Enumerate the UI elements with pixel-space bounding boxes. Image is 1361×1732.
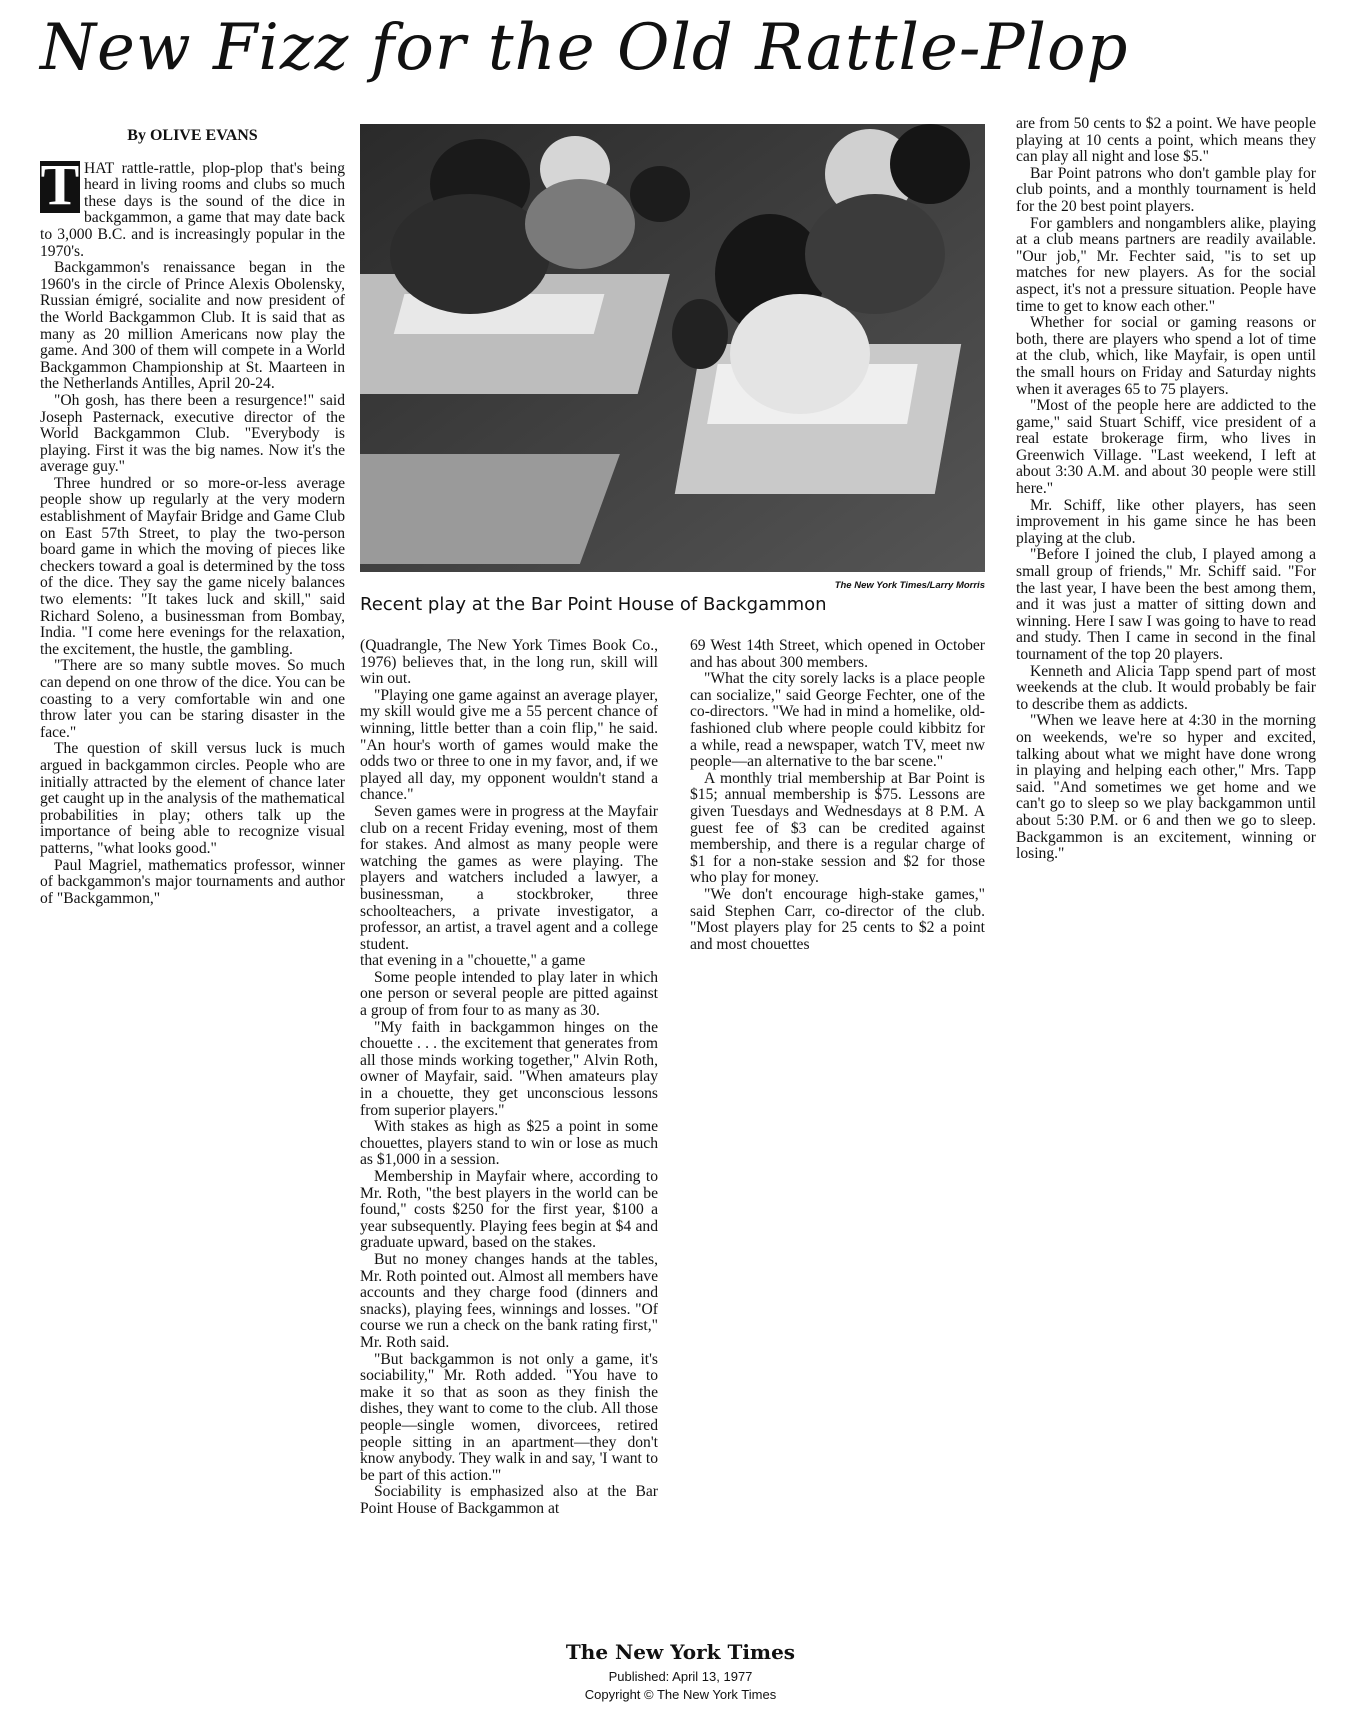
paragraph: "Before I joined the club, I played among a small group of friends," Mr. Schiff said. "For the last year, I have been the best among them, and it was just a matter of sitting down and winning. Here I saw I was going to have to read and study. Then I came in second in the final tournament of the top 20 players. <box>1016 546 1316 663</box>
paragraph: With stakes as high as $25 a point in some chouettes, players stand to win or lose as much as $1,000 in a session. <box>360 1118 658 1169</box>
paragraph: Three hundred or so more-or-less average people show up regularly at the very modern establishment of Mayfair Bridge and Game Club on East 57th Street, to play the two-person board game in which the moving of pieces like checkers toward a goal is determined by the toss of the dice. They say the game nicely balances two elements: "It takes luck and skill," said Richard Soleno, a businessman from Bombay, India. "I come here evenings for the relaxation, the excitement, the hustle, the gambling. <box>40 474 345 658</box>
paragraph: Backgammon's renaissance began in the 1960's in the circle of Prince Alexis Obolensky, Russian émigré, socialite and now president of the World Backgammon Club. It is said that as many as 20 million Americans now play the game. And 300 of them will compete in a World Backgammon Championship at St. Maarteen in the Netherlands Antilles, April 20-24. <box>40 259 345 393</box>
paragraph: Some people intended to play later in which one person or several people are pitted against a group of from four to as many as 30. <box>360 968 658 1020</box>
photo-caption: Recent play at the Bar Point House of Backgammon <box>360 594 827 615</box>
paragraph: Whether for social or gaming reasons or both, there are players who spend a lot of time at the club, which, like Mayfair, is open until the small hours on Friday and Saturday nights when it averages 65 to 75 players. <box>1016 314 1316 398</box>
article-column-4 <box>1016 116 1316 863</box>
backgammon-players-photo <box>360 124 985 572</box>
paragraph: For gamblers and nongamblers alike, playing at a club means partners are readily available. "Our job," Mr. Fechter said, "is to set up matches for new players. As for the social aspect, it's not a pressure situation. People have time to get to know each other." <box>1016 214 1316 315</box>
paragraph: 69 West 14th Street, which opened in October and has about 300 members. <box>690 637 985 671</box>
paragraph: (Quadrangle, The New York Times Book Co., 1976) believes that, in the long run, skill will win out. <box>360 637 658 688</box>
drop-cap: T <box>40 151 80 217</box>
paragraph: "What the city sorely lacks is a place people can socialize," said George Fechter, one of the co-directors. "We had in mind a homelike, old-fashioned club where people could kibbitz for a while, read a newspaper, watch TV, meet nw people—an alternative to the bar scene." <box>690 670 985 771</box>
paragraph: But no money changes hands at the tables, Mr. Roth pointed out. Almost all members have accounts and they charge food (dinners and snacks), playing fees, winnings and losses. "Of course we run a check on the bank rating first," Mr. Roth said. <box>360 1250 658 1351</box>
photo-image <box>360 124 985 572</box>
byline: By OLIVE EVANS <box>127 127 258 144</box>
article-column-1 <box>40 128 345 907</box>
headline: New Fizz for the Old Rattle-Plop <box>40 11 1129 85</box>
article-column-2 <box>360 638 658 1517</box>
footer <box>0 1640 1361 1704</box>
paragraph: "When we leave here at 4:30 in the morning on weekends, we're so hyper and excited, talking about what we might have done wrong in playing and helping each other," Mrs. Tapp said. "And sometimes we get home and we can't go to sleep so we play backgammon until about 5:30 P.M. or 6 and then we go to sleep. Backgammon is an excitement, winning or losing." <box>1016 712 1316 863</box>
paragraph: "There are so many subtle moves. So much can depend on one throw of the dice. You can be coasting to a very comfortable win and one throw later you can be staring disaster in the face." <box>40 657 345 741</box>
paragraph: Kenneth and Alicia Tapp spend part of most weekends at the club. It would probably be fair to describe them as addicts. <box>1016 662 1316 713</box>
paragraph: "Most of the people here are addicted to the game," said Stuart Schiff, vice president of a real estate brokerage firm, who lives in Greenwich Village. "Last weekend, I left at about 3:30 A.M. and about 30 people were still here." <box>1016 397 1316 498</box>
paragraph: are from 50 cents to $2 a point. We have people playing at 10 cents a point, which means they can play all night and lose $5." <box>1016 115 1316 166</box>
paragraph: The question of skill versus luck is much argued in backgammon circles. People who are initially attracted by the element of chance later get caught up in the analysis of the mathematical probabilities in play; others talk up the importance of being able to recognize visual patterns, "what looks good." <box>40 740 345 857</box>
paragraph: Sociability is emphasized also at the Bar Point House of Backgammon at <box>360 1483 658 1517</box>
published-date: Published: April 13, 1977 <box>608 1669 753 1684</box>
paragraph: Seven games were in progress at the Mayfair club on a recent Friday evening, most of them for stakes. And almost as many people were watching the games as were playing. The players and watchers included a lawyer, a businessman, a stockbroker, three schoolteachers, a private investigator, a professor, an artist, a travel agent and a college student. <box>360 802 658 953</box>
nyt-logo: The New York Times <box>565 1640 796 1664</box>
paragraph: Paul Magriel, mathematics professor, winner of backgammon's major tournaments and author of "Backgammon," <box>40 856 345 907</box>
paragraph: "Playing one game against an average player, my skill would give me a 55 percent chance of winning, little better than a coin flip," he said. "An hour's worth of games would make the odds two or three to one in my favor, and, if we played all day, my opponent wouldn't stand a chance." <box>360 686 658 804</box>
paragraph: Bar Point patrons who don't gamble play for club points, and a monthly tournament is held for the 20 best point players. <box>1016 164 1316 215</box>
copyright-notice: Copyright © The New York Times <box>584 1687 777 1702</box>
paragraph: "Oh gosh, has there been a resurgence!" said Joseph Pasternack, executive director of the World Backgammon Club. "Everybody is playing. First it was the big names. Now it's the average guy." <box>40 391 345 476</box>
paragraph: Mr. Schiff, like other players, has seen improvement in his game since he has been playing at the club. <box>1016 496 1316 547</box>
paragraph: A monthly trial membership at Bar Point is $15; annual membership is $75. Lessons are given Tuesdays and Wednesdays at 8 P.M. A guest fee of $3 can be credited against membership, and there is a regular charge of $1 for a non-stake session and $2 for those who play for money. <box>690 769 985 887</box>
photo-credit: The New York Times/Larry Morris <box>834 580 985 591</box>
paragraph: that evening in a "chouette," a game <box>360 952 586 970</box>
article-column-3 <box>690 638 985 953</box>
paragraph: "We don't encourage high-stake games," said Stephen Carr, co-director of the club. "Most players play for 25 cents to $2 a point and most chouettes <box>690 885 985 953</box>
paragraph: "My faith in backgammon hinges on the chouette . . . the excitement that generates from all those minds working together," Alvin Roth, owner of Mayfair, said. "When amateurs play in a chouette, they get unconscious lessons from superior players." <box>360 1018 658 1119</box>
paragraph: "But backgammon is not only a game, it's sociability," Mr. Roth added. "You have to make it so that as soon as they finish the dishes, they want to come to the club. All those people—single women, divorcees, retired people sitting in an apartment—they don't know anybody. They walk in and say, 'I want to be part of this action.'" <box>360 1350 658 1484</box>
lead-paragraph: T HAT rattle-rattle, plop-plop that's being heard in living rooms and clubs so much these days is the sound of the dice in backgammon, a game that may date back to 3,000 B.C. and is increasingly popular in the 1970's. <box>40 151 345 260</box>
paragraph: Membership in Mayfair where, according to Mr. Roth, "the best players in the world can be found," costs $250 for the first year, $100 a year subsequently. Playing fees begin at $4 and graduate upward, based on the stakes. <box>360 1168 658 1252</box>
